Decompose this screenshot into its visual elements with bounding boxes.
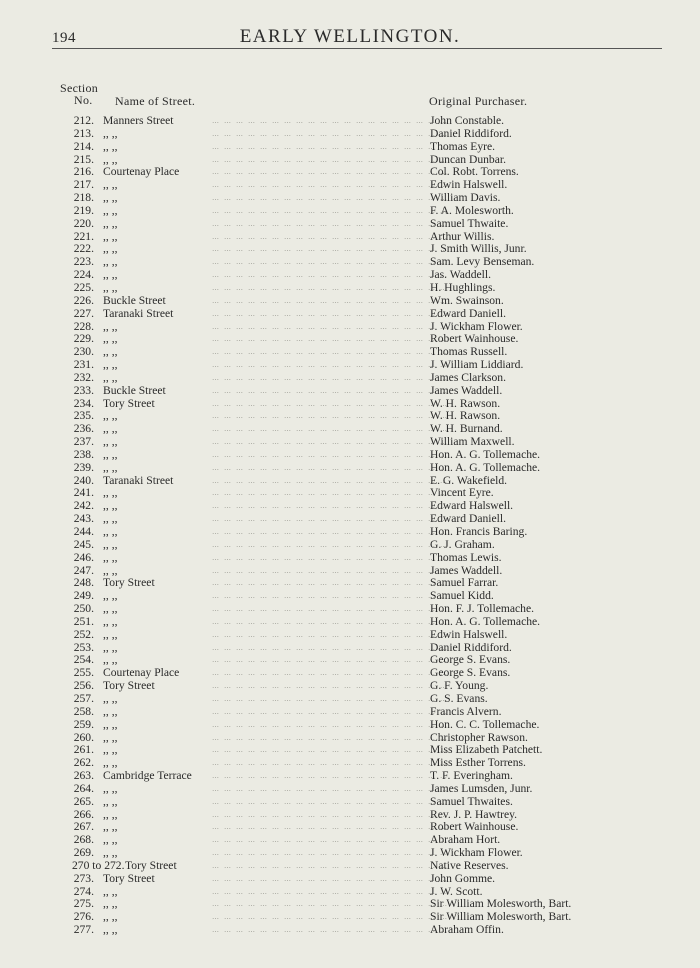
street-name: Taranaki Street — [103, 473, 174, 487]
street-name: ,, ,, — [103, 203, 118, 217]
list-item — [0, 629, 700, 642]
page-title: EARLY WELLINGTON. — [239, 26, 461, 47]
page-number: 194 — [52, 30, 76, 46]
section-number: 233. — [73, 383, 94, 397]
leader-dots: …………………………………………………… — [212, 283, 452, 292]
street-name: ,, ,, — [103, 820, 118, 834]
street-name: ,, ,, — [103, 846, 118, 860]
leader-dots: …………………………………………………… — [212, 206, 452, 215]
street-name: Tory Street — [125, 858, 177, 872]
section-number: 224. — [73, 268, 94, 282]
list-item — [0, 359, 700, 372]
street-name: ,, ,, — [103, 178, 118, 192]
street-name: ,, ,, — [103, 756, 118, 770]
leader-dots: …………………………………………………… — [212, 361, 452, 370]
section-number: 222. — [73, 242, 94, 256]
section-number: 230. — [73, 345, 94, 359]
leader-dots: …………………………………………………… — [212, 142, 452, 151]
street-name: ,, ,, — [103, 794, 118, 808]
section-number: 265. — [73, 794, 94, 808]
street-name: Tory Street — [103, 679, 155, 693]
list-item — [0, 693, 700, 706]
leader-dots: …………………………………………………… — [212, 784, 452, 793]
purchaser-name: J. Wickham Flower. — [430, 846, 523, 860]
section-number: 241. — [73, 486, 94, 500]
section-number: 250. — [73, 602, 94, 616]
section-number: 251. — [73, 614, 94, 628]
purchaser-name: Sir William Molesworth, Bart. — [430, 897, 572, 911]
purchaser-name: Sir William Molesworth, Bart. — [430, 910, 572, 924]
street-name: ,, ,, — [103, 627, 118, 641]
street-name: ,, ,, — [103, 216, 118, 230]
leader-dots: …………………………………………………… — [212, 656, 452, 665]
section-number: 244. — [73, 525, 94, 538]
leader-dots: …………………………………………………… — [212, 232, 452, 241]
street-name: ,, ,, — [103, 447, 118, 461]
street-name: Tory Street — [103, 576, 155, 590]
purchaser-name: W. H. Rawson. — [430, 409, 501, 423]
section-number: 237. — [73, 435, 94, 449]
section-number: 239. — [73, 460, 94, 474]
purchaser-name: Hon. Francis Baring. — [430, 525, 528, 538]
leader-dots: …………………………………………………… — [212, 617, 452, 626]
section-number: 236. — [73, 422, 94, 436]
street-name: ,, ,, — [103, 126, 118, 140]
list-item — [0, 436, 700, 449]
section-number: 274. — [73, 884, 94, 898]
purchaser-name: G. F. Young. — [430, 679, 489, 693]
section-number: 238. — [73, 447, 94, 461]
header-rule — [52, 48, 662, 49]
list-item — [0, 192, 700, 205]
purchaser-name: G. J. Graham. — [430, 537, 495, 551]
street-name: ,, ,, — [103, 152, 118, 166]
leader-dots: …………………………………………………… — [212, 386, 452, 395]
leader-dots: …………………………………………………… — [212, 849, 452, 858]
purchaser-name: Francis Alvern. — [430, 704, 502, 718]
leader-dots: …………………………………………………… — [212, 335, 452, 344]
section-number: 261. — [73, 743, 94, 757]
purchaser-name: Hon. C. C. Tollemache. — [430, 717, 540, 731]
list-item — [0, 783, 700, 796]
purchaser-name: Samuel Thwaites. — [430, 794, 513, 808]
leader-dots: …………………………………………………… — [212, 271, 452, 280]
purchaser-name: Daniel Riddiford. — [430, 640, 512, 654]
section-number: 260. — [73, 730, 94, 744]
section-number: 231. — [73, 358, 94, 372]
list-item — [0, 308, 700, 321]
purchaser-name: Edwin Halswell. — [430, 178, 508, 192]
leader-dots: …………………………………………………… — [212, 373, 452, 382]
section-number: 234. — [73, 396, 94, 410]
purchaser-name: H. Hughlings. — [430, 280, 496, 294]
street-name: ,, ,, — [103, 370, 118, 384]
street-name-heading: Name of Street. — [115, 94, 196, 108]
street-name: ,, ,, — [103, 589, 118, 603]
street-name: ,, ,, — [103, 563, 118, 577]
list-item — [0, 719, 700, 732]
section-number: 256. — [73, 679, 94, 693]
section-number: 226. — [73, 293, 94, 307]
purchaser-name: George S. Evans. — [430, 666, 511, 680]
leader-dots: …………………………………………………… — [212, 502, 452, 511]
street-name: ,, ,, — [103, 512, 118, 526]
section-number: 245. — [73, 537, 94, 551]
street-name: ,, ,, — [103, 717, 118, 731]
leader-dots: …………………………………………………… — [212, 913, 452, 922]
purchaser-name: John Constable. — [430, 114, 505, 127]
list-item — [0, 128, 700, 141]
section-number-heading — [60, 82, 98, 106]
leader-dots: …………………………………………………… — [212, 836, 452, 845]
section-number: 249. — [73, 589, 94, 603]
section-number: 220. — [73, 216, 94, 230]
street-name: ,, ,, — [103, 897, 118, 911]
section-number: 264. — [73, 781, 94, 795]
leader-dots: …………………………………………………… — [212, 630, 452, 639]
list-item — [0, 462, 700, 475]
street-name: ,, ,, — [103, 345, 118, 359]
street-name: ,, ,, — [103, 807, 118, 821]
leader-dots: …………………………………………………… — [212, 155, 452, 164]
street-name: Taranaki Street — [103, 306, 174, 320]
section-number: 255. — [73, 666, 94, 680]
list-item — [0, 796, 700, 809]
list-item — [0, 385, 700, 398]
section-number: 258. — [73, 704, 94, 718]
purchaser-name: Jas. Waddell. — [430, 268, 491, 282]
leader-dots: …………………………………………………… — [212, 579, 452, 588]
purchaser-name: Sam. Levy Benseman. — [430, 255, 535, 269]
list-item — [0, 616, 700, 629]
leader-dots: …………………………………………………… — [212, 746, 452, 755]
street-name: ,, ,, — [103, 781, 118, 795]
purchaser-name: Edward Halswell. — [430, 499, 514, 513]
purchaser-name: Edward Daniell. — [430, 306, 506, 320]
street-name: Tory Street — [103, 871, 155, 885]
list-item — [0, 603, 700, 616]
purchaser-name: Hon. A. G. Tollemache. — [430, 460, 541, 474]
leader-dots: …………………………………………………… — [212, 296, 452, 305]
street-name: ,, ,, — [103, 640, 118, 654]
leader-dots: …………………………………………………… — [212, 926, 452, 935]
section-number: 218. — [73, 191, 94, 205]
section-number: 228. — [73, 319, 94, 333]
leader-dots: …………………………………………………… — [212, 528, 452, 536]
street-name: ,, ,, — [103, 691, 118, 705]
purchaser-name: Miss Elizabeth Patchett. — [430, 743, 543, 757]
street-name: ,, ,, — [103, 525, 118, 538]
section-number: 246. — [73, 550, 94, 564]
section-number: 253. — [73, 640, 94, 654]
street-name: ,, ,, — [103, 730, 118, 744]
purchaser-name: Col. Robt. Torrens. — [430, 165, 519, 179]
original-purchaser-heading: Original Purchaser. — [429, 94, 528, 108]
section-heading-line2: No. — [74, 93, 93, 107]
section-number: 219. — [73, 203, 94, 217]
street-name: ,, ,, — [103, 743, 118, 757]
street-name: ,, ,, — [103, 255, 118, 269]
section-number: 223. — [73, 255, 94, 269]
purchaser-name: J. William Liddiard. — [430, 358, 524, 372]
street-name: ,, ,, — [103, 884, 118, 898]
section-number: 257. — [73, 691, 94, 705]
section-number: 221. — [73, 229, 94, 243]
purchaser-name: Abraham Offin. — [430, 923, 504, 937]
purchaser-name: James Waddell. — [430, 563, 503, 577]
section-number: 259. — [73, 717, 94, 731]
section-number: 225. — [73, 280, 94, 294]
purchaser-name: Edwin Halswell. — [430, 627, 508, 641]
purchaser-name: W. H. Rawson. — [430, 396, 501, 410]
purchaser-name: T. F. Everingham. — [430, 769, 513, 783]
section-list — [0, 115, 700, 937]
purchaser-name: James Lumsden, Junr. — [430, 781, 533, 795]
leader-dots: …………………………………………………… — [212, 515, 452, 524]
street-name: Buckle Street — [103, 293, 166, 307]
leader-dots: …………………………………………………… — [212, 489, 452, 498]
street-name: ,, ,, — [103, 422, 118, 436]
street-name: ,, ,, — [103, 242, 118, 256]
street-name: ,, ,, — [103, 332, 118, 346]
list-item — [0, 372, 700, 385]
list-item — [0, 218, 700, 231]
street-name: ,, ,, — [103, 602, 118, 616]
section-number: 232. — [73, 370, 94, 384]
section-number: 269. — [73, 846, 94, 860]
leader-dots: …………………………………………………… — [212, 399, 452, 408]
list-item — [0, 115, 700, 128]
leader-dots: …………………………………………………… — [212, 733, 452, 742]
purchaser-name: James Waddell. — [430, 383, 503, 397]
list-item — [0, 847, 700, 860]
purchaser-name: William Maxwell. — [430, 435, 515, 449]
list-item — [0, 552, 700, 565]
list-item — [0, 205, 700, 218]
leader-dots: …………………………………………………… — [212, 194, 452, 203]
purchaser-name: Vincent Eyre. — [430, 486, 494, 500]
street-name: Courtenay Place — [103, 165, 180, 179]
purchaser-name: Robert Wainhouse. — [430, 820, 519, 834]
leader-dots: …………………………………………………… — [212, 605, 452, 614]
street-name: ,, ,, — [103, 460, 118, 474]
street-name: Manners Street — [103, 114, 174, 127]
list-item — [0, 282, 700, 295]
section-number: 266. — [73, 807, 94, 821]
section-number: 252. — [73, 627, 94, 641]
street-name: Cambridge Terrace — [103, 769, 192, 783]
purchaser-name: Thomas Russell. — [430, 345, 508, 359]
purchaser-name: E. G. Wakefield. — [430, 473, 508, 487]
street-name: ,, ,, — [103, 409, 118, 423]
purchaser-name: Thomas Eyre. — [430, 139, 496, 153]
leader-dots: …………………………………………………… — [212, 861, 452, 870]
list-item — [0, 706, 700, 719]
purchaser-name: J. W. Scott. — [430, 884, 483, 898]
leader-dots: …………………………………………………… — [212, 348, 452, 357]
street-name: ,, ,, — [103, 358, 118, 372]
street-name: ,, ,, — [103, 550, 118, 564]
purchaser-name: John Gomme. — [430, 871, 496, 885]
section-number: 248. — [73, 576, 94, 590]
purchaser-name: Samuel Kidd. — [430, 589, 494, 603]
section-number: 216. — [73, 165, 94, 179]
leader-dots: …………………………………………………… — [212, 553, 452, 562]
purchaser-name: William Davis. — [430, 191, 501, 205]
section-number: 217. — [73, 178, 94, 192]
purchaser-name: Daniel Riddiford. — [430, 126, 512, 140]
section-number: 247. — [73, 563, 94, 577]
list-item — [0, 924, 700, 937]
section-number: 276. — [73, 910, 94, 924]
street-name: ,, ,, — [103, 268, 118, 282]
purchaser-name: Thomas Lewis. — [430, 550, 502, 564]
leader-dots: …………………………………………………… — [212, 669, 452, 678]
purchaser-name: Christopher Rawson. — [430, 730, 528, 744]
leader-dots: …………………………………………………… — [212, 682, 452, 691]
section-number: 212. — [73, 114, 94, 127]
section-number: 214. — [73, 139, 94, 153]
leader-dots: …………………………………………………… — [212, 129, 452, 138]
street-name: ,, ,, — [103, 191, 118, 205]
purchaser-name: Arthur Willis. — [430, 229, 495, 243]
leader-dots: …………………………………………………… — [212, 117, 452, 125]
list-item — [0, 539, 700, 552]
leader-dots: …………………………………………………… — [212, 425, 452, 434]
purchaser-name: J. Smith Willis, Junr. — [430, 242, 527, 256]
leader-dots: …………………………………………………… — [212, 772, 452, 781]
purchaser-name: Edward Daniell. — [430, 512, 506, 526]
section-number: 275. — [73, 897, 94, 911]
street-name: ,, ,, — [103, 537, 118, 551]
section-number: 235. — [73, 409, 94, 423]
street-name: Buckle Street — [103, 383, 166, 397]
leader-dots: …………………………………………………… — [212, 258, 452, 267]
list-item — [0, 526, 700, 539]
purchaser-name: F. A. Molesworth. — [430, 203, 514, 217]
purchaser-name: Native Reserves. — [430, 858, 509, 872]
purchaser-name: Miss Esther Torrens. — [430, 756, 526, 770]
leader-dots: …………………………………………………… — [212, 309, 452, 318]
purchaser-name: Samuel Thwaite. — [430, 216, 509, 230]
section-number: 254. — [73, 653, 94, 667]
leader-dots: …………………………………………………… — [212, 168, 452, 177]
section-number: 242. — [73, 499, 94, 513]
street-name: ,, ,, — [103, 910, 118, 924]
section-number: 268. — [73, 833, 94, 847]
leader-dots: …………………………………………………… — [212, 245, 452, 254]
purchaser-name: Samuel Farrar. — [430, 576, 499, 590]
purchaser-name: Abraham Hort. — [430, 833, 501, 847]
section-number: 270 to 272. — [72, 858, 125, 872]
leader-dots: …………………………………………………… — [212, 810, 452, 819]
street-name: ,, ,, — [103, 486, 118, 500]
street-name: ,, ,, — [103, 499, 118, 513]
column-headings — [0, 82, 700, 112]
leader-dots: …………………………………………………… — [212, 643, 452, 652]
leader-dots: …………………………………………………… — [212, 900, 452, 909]
list-item — [0, 449, 700, 462]
leader-dots: …………………………………………………… — [212, 450, 452, 459]
leader-dots: …………………………………………………… — [212, 797, 452, 806]
leader-dots: …………………………………………………… — [212, 720, 452, 729]
section-number: 263. — [73, 769, 94, 783]
street-name: Tory Street — [103, 396, 155, 410]
purchaser-name: Wm. Swainson. — [430, 293, 504, 307]
purchaser-name: Rev. J. P. Hawtrey. — [430, 807, 518, 821]
leader-dots: …………………………………………………… — [212, 438, 452, 447]
purchaser-name: Hon. A. G. Tollemache. — [430, 447, 541, 461]
street-name: ,, ,, — [103, 319, 118, 333]
section-number: 229. — [73, 332, 94, 346]
leader-dots: …………………………………………………… — [212, 219, 452, 228]
list-item — [0, 141, 700, 154]
section-number: 267. — [73, 820, 94, 834]
purchaser-name: J. Wickham Flower. — [430, 319, 523, 333]
street-name: ,, ,, — [103, 435, 118, 449]
leader-dots: …………………………………………………… — [212, 707, 452, 716]
list-item — [0, 860, 700, 873]
street-name: ,, ,, — [103, 653, 118, 667]
leader-dots: …………………………………………………… — [212, 476, 452, 485]
purchaser-name: W. H. Burnand. — [430, 422, 503, 436]
street-name: ,, ,, — [103, 139, 118, 153]
leader-dots: …………………………………………………… — [212, 463, 452, 472]
street-name: Courtenay Place — [103, 666, 180, 680]
street-name: ,, ,, — [103, 614, 118, 628]
leader-dots: …………………………………………………… — [212, 694, 452, 703]
list-item — [0, 770, 700, 783]
purchaser-name: James Clarkson. — [430, 370, 506, 384]
section-number: 243. — [73, 512, 94, 526]
street-name: ,, ,, — [103, 280, 118, 294]
leader-dots: …………………………………………………… — [212, 592, 452, 601]
leader-dots: …………………………………………………… — [212, 540, 452, 549]
section-number: 240. — [73, 473, 94, 487]
purchaser-name: Hon. A. G. Tollemache. — [430, 614, 541, 628]
street-name: ,, ,, — [103, 704, 118, 718]
purchaser-name: Robert Wainhouse. — [430, 332, 519, 346]
section-number: 213. — [73, 126, 94, 140]
list-item — [0, 873, 700, 886]
section-number: 273. — [73, 871, 94, 885]
purchaser-name: G. S. Evans. — [430, 691, 488, 705]
page-header — [0, 24, 700, 54]
leader-dots: …………………………………………………… — [212, 823, 452, 832]
purchaser-name: Duncan Dunbar. — [430, 152, 506, 166]
leader-dots: …………………………………………………… — [212, 322, 452, 331]
street-name: ,, ,, — [103, 833, 118, 847]
section-number: 277. — [73, 923, 94, 937]
section-number: 227. — [73, 306, 94, 320]
list-item — [0, 295, 700, 308]
purchaser-name: George S. Evans. — [430, 653, 511, 667]
leader-dots: …………………………………………………… — [212, 874, 452, 883]
section-heading-line1: Section — [60, 81, 99, 95]
street-name: ,, ,, — [103, 923, 118, 937]
leader-dots: …………………………………………………… — [212, 181, 452, 190]
leader-dots: …………………………………………………… — [212, 412, 452, 421]
street-name: ,, ,, — [103, 229, 118, 243]
purchaser-name: Hon. F. J. Tollemache. — [430, 602, 534, 616]
section-number: 262. — [73, 756, 94, 770]
section-number: 215. — [73, 152, 94, 166]
leader-dots: …………………………………………………… — [212, 759, 452, 768]
leader-dots: …………………………………………………… — [212, 566, 452, 575]
leader-dots: …………………………………………………… — [212, 887, 452, 896]
